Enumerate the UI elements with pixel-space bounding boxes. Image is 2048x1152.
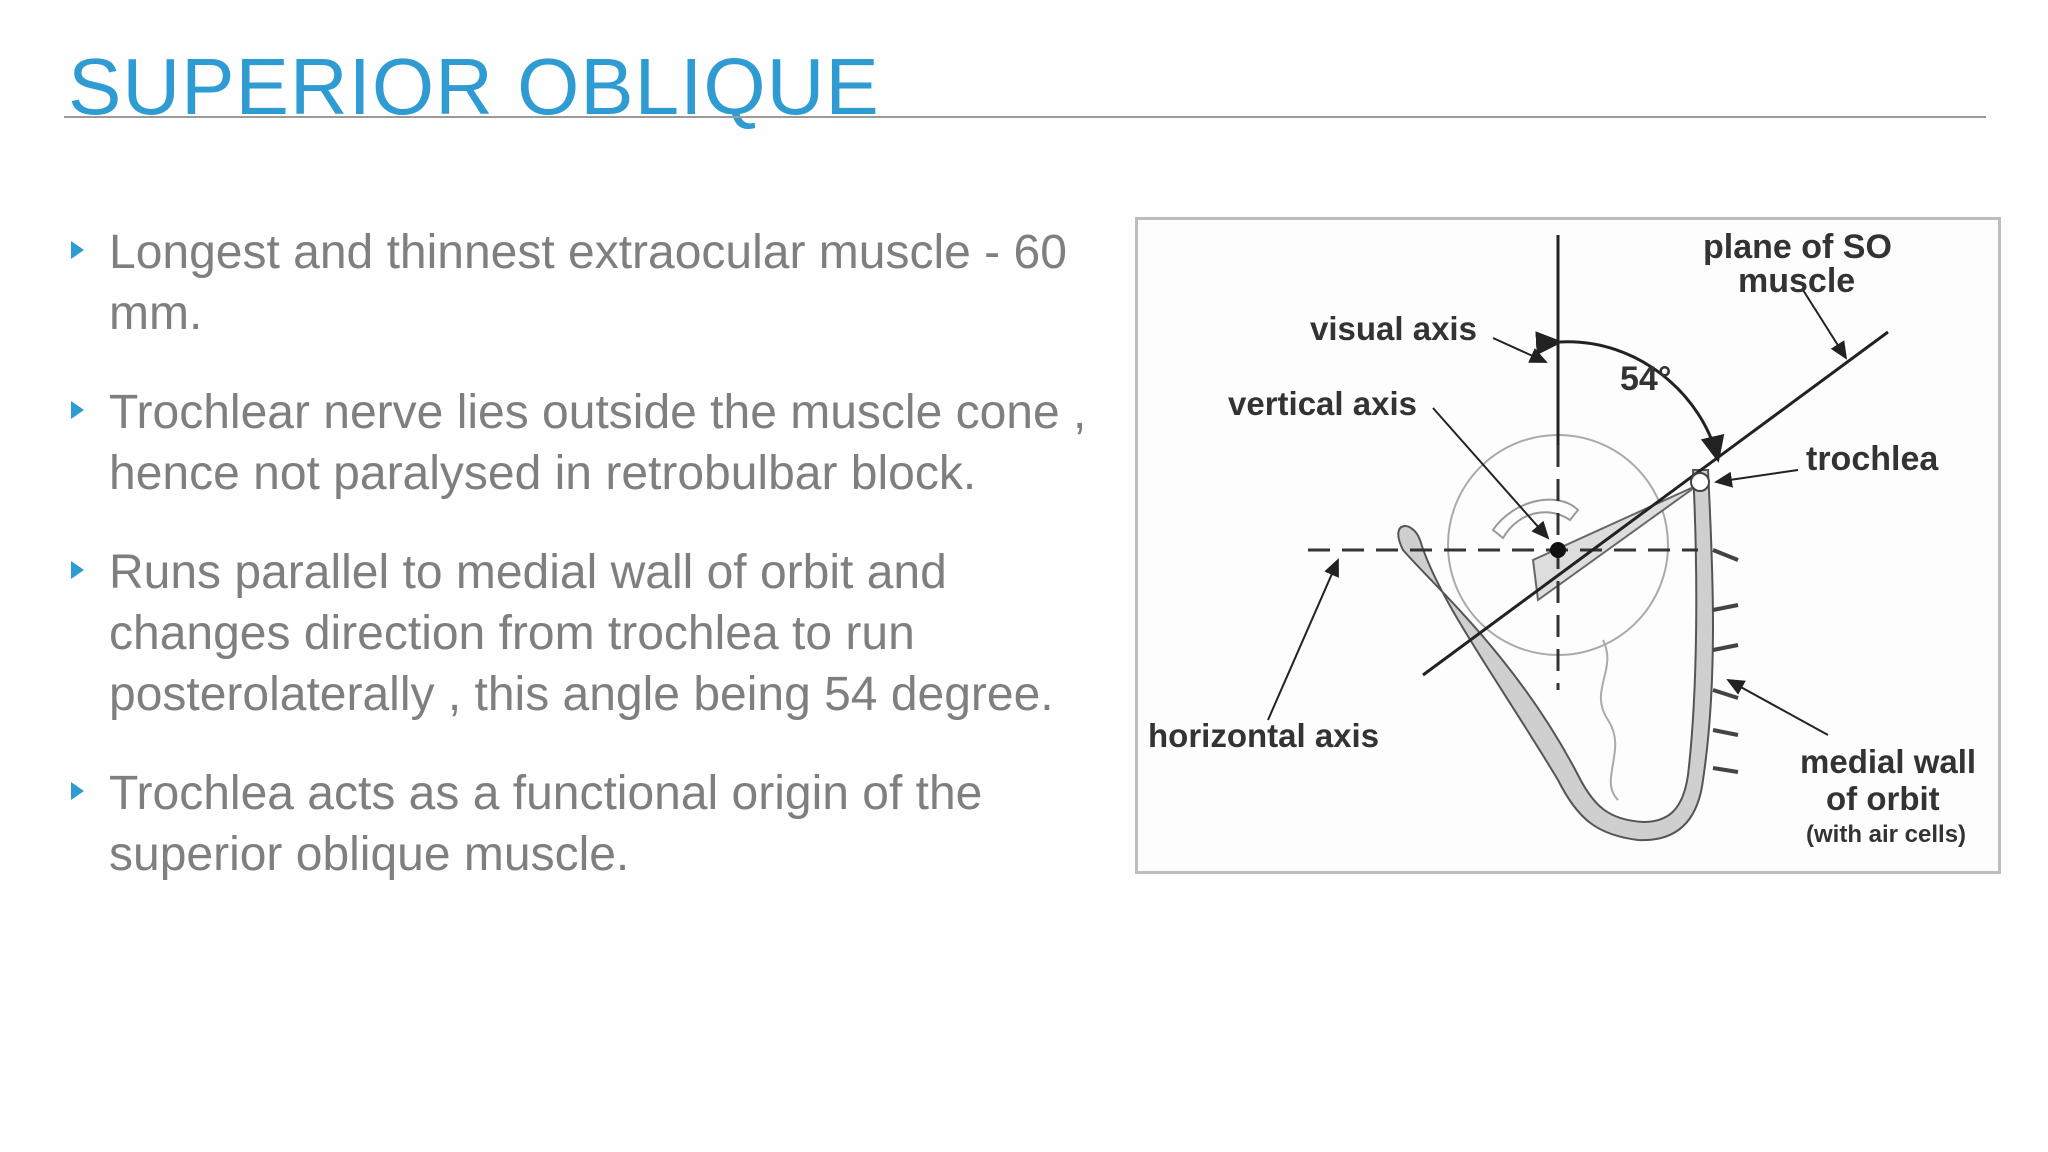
bullet-item [68, 542, 1128, 725]
label-air-cells: (with air cells) [1806, 821, 1967, 848]
leader-medial-wall [1728, 680, 1828, 735]
label-trochlea: trochlea [1806, 440, 1939, 478]
label-plane-muscle: muscle [1738, 262, 1856, 300]
bullet-arrow-icon [71, 401, 84, 419]
air-cell-tick [1713, 605, 1738, 610]
bullet-text: Trochlear nerve lies outside the muscle cone , hence not paralysed in retrobulbar block. [109, 386, 1087, 500]
air-cell-tick [1713, 550, 1738, 560]
bullet-item [68, 382, 1128, 504]
label-of-orbit: of orbit [1826, 780, 1940, 817]
lens [1493, 500, 1578, 538]
bullet-item [68, 763, 1128, 885]
bullet-item [68, 222, 1128, 344]
bullet-arrow-icon [71, 782, 84, 800]
air-cell-tick [1713, 690, 1738, 698]
bullet-text: Longest and thinnest extraocular muscle - 60 mm. [109, 226, 1067, 340]
air-cell-tick [1713, 645, 1738, 650]
superior-oblique-diagram [1135, 217, 2001, 874]
optic-nerve [1601, 640, 1618, 800]
label-vertical-axis: vertical axis [1228, 385, 1417, 422]
leader-visual-axis [1493, 338, 1546, 362]
bullet-arrow-icon [71, 561, 84, 579]
title-divider [64, 116, 1986, 118]
label-angle: 54° [1620, 360, 1672, 398]
slide-title: SUPERIOR OBLIQUE [68, 42, 880, 131]
leader-trochlea [1716, 470, 1798, 482]
bullet-text: Trochlea acts as a functional origin of the superior oblique muscle. [109, 767, 983, 881]
bullet-arrow-icon [71, 241, 84, 259]
leader-plane [1803, 290, 1846, 358]
label-medial-wall: medial wall [1800, 743, 1977, 780]
leader-horizontal-axis [1268, 560, 1338, 720]
air-cell-tick [1713, 768, 1738, 772]
trochlea-ring [1691, 473, 1709, 491]
diagram-svg [1138, 220, 1998, 871]
label-plane-of-so: plane of SO [1703, 228, 1892, 266]
bullet-text: Runs parallel to medial wall of orbit and changes direction from trochlea to run posterolaterally , this angle being 54 degree. [109, 546, 1054, 721]
center-point [1550, 542, 1566, 558]
air-cell-tick [1713, 730, 1738, 735]
label-visual-axis: visual axis [1310, 310, 1477, 347]
label-horizontal-axis: horizontal axis [1148, 717, 1380, 754]
bullet-list [68, 222, 1128, 923]
